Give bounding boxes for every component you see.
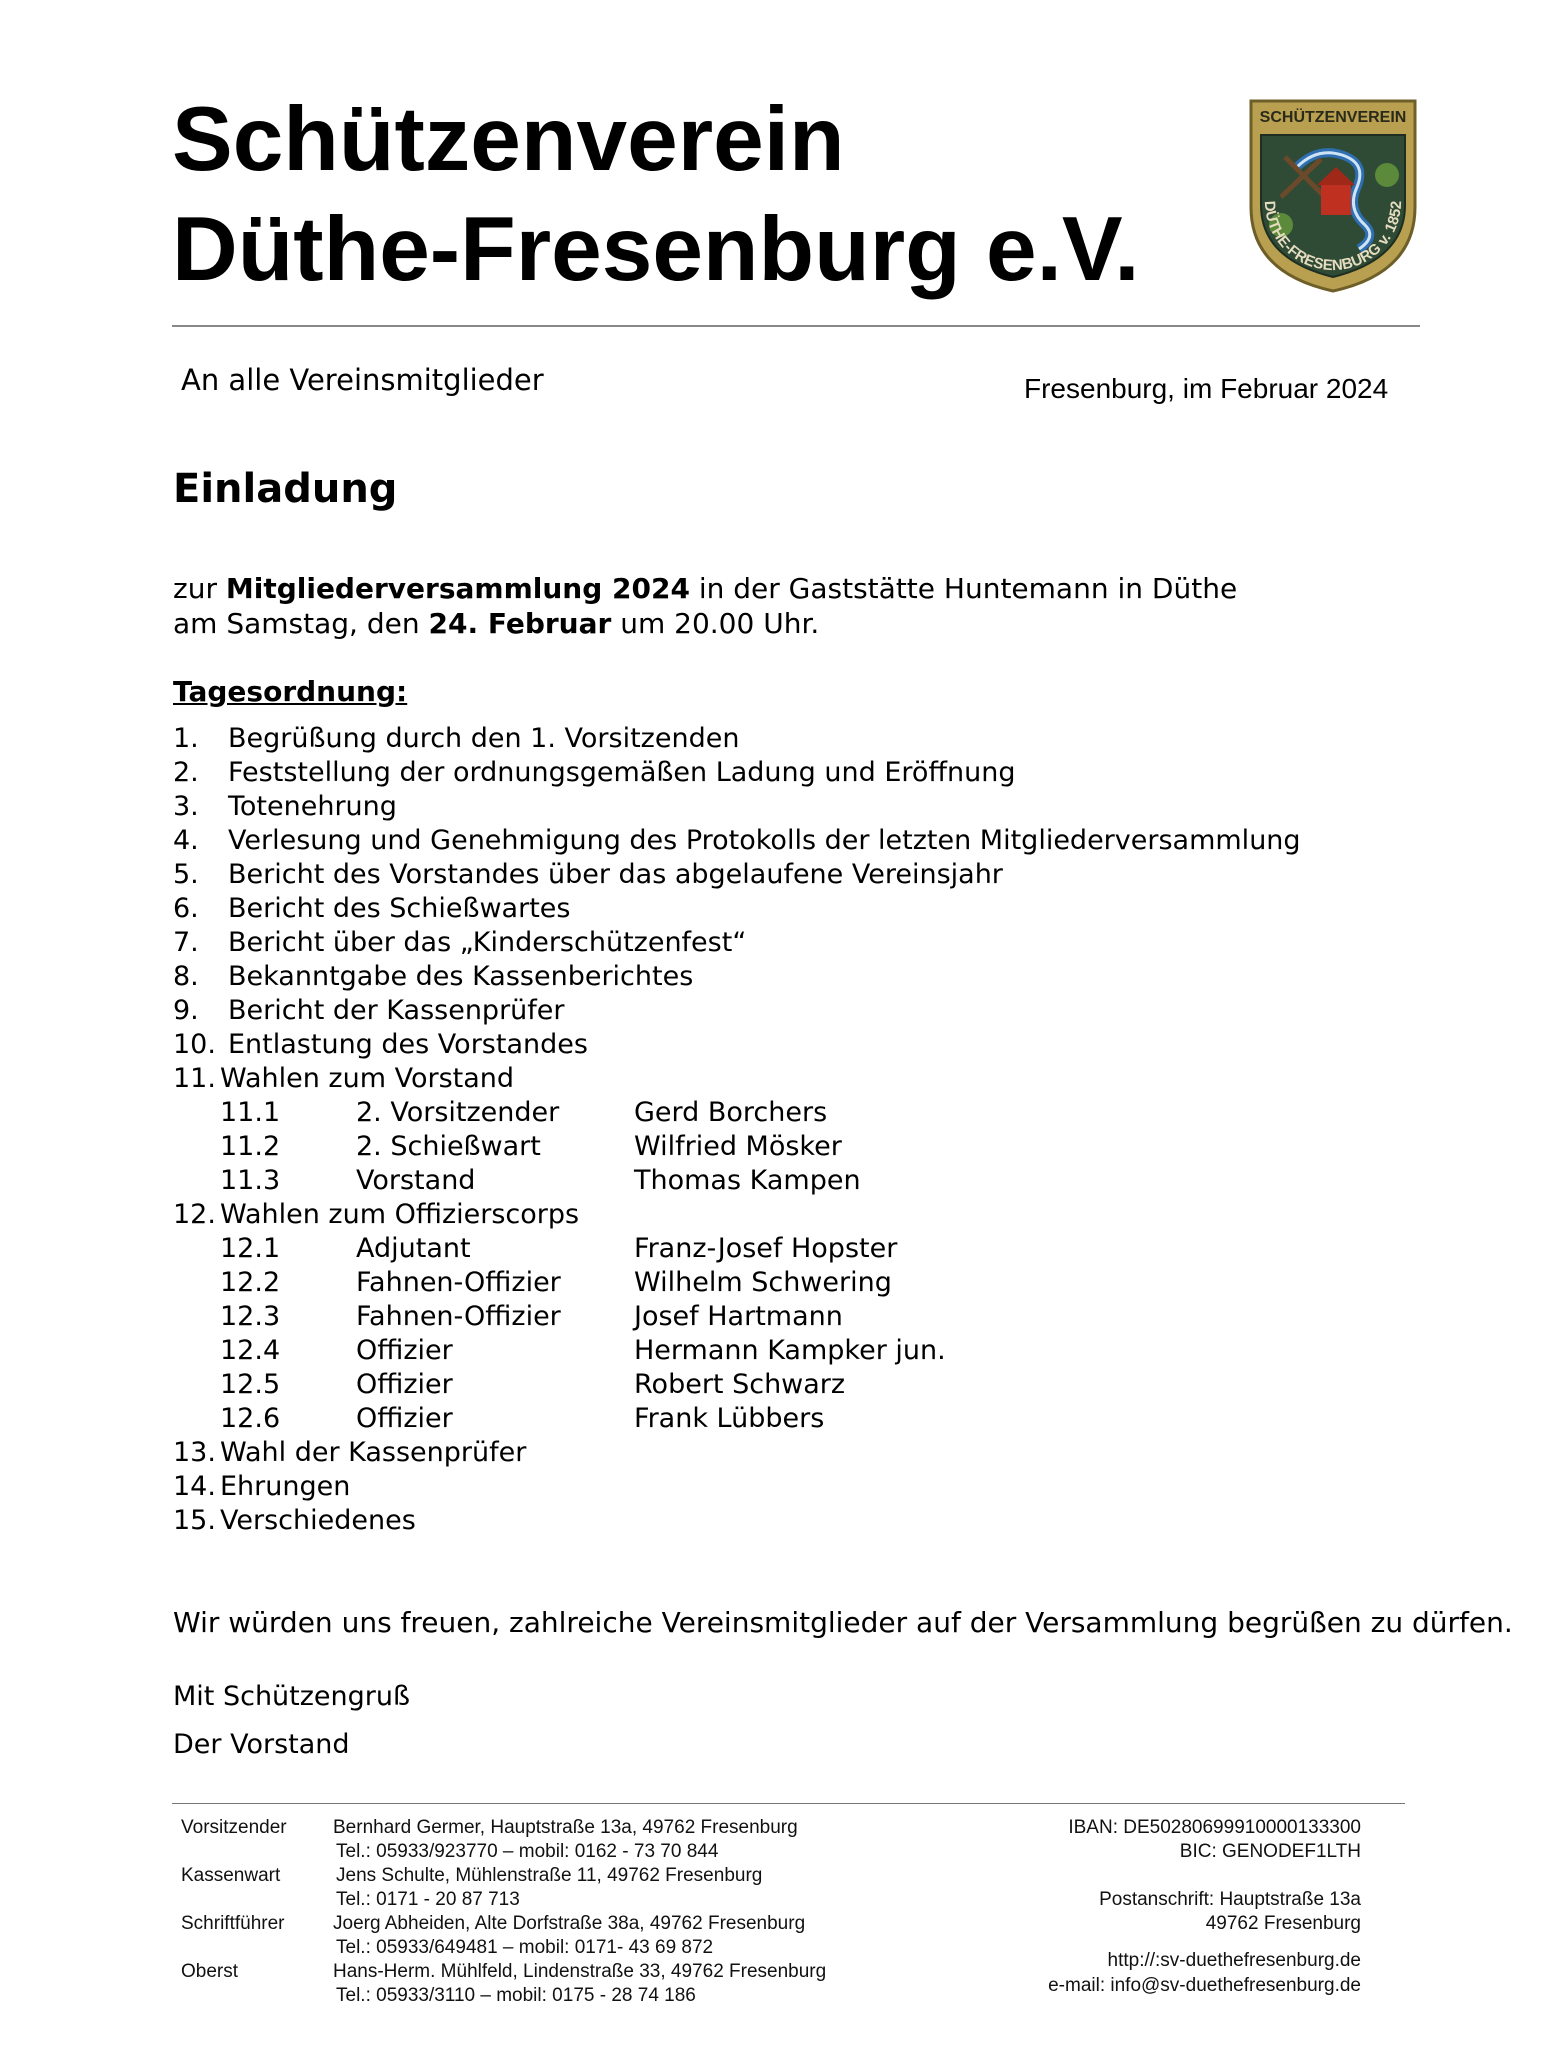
- election-number: 12.4: [220, 1335, 281, 1366]
- agenda-text: Totenehrung: [228, 791, 397, 822]
- logo-ring-text: DÜTHE-FRESENBURG v. 1852: [1260, 200, 1406, 275]
- election-role: 2. Schießwart: [356, 1131, 541, 1162]
- agenda-number: 9.: [173, 995, 199, 1026]
- election-number: 12.2: [220, 1267, 281, 1298]
- agenda-text: Bericht über das „Kinderschützenfest“: [228, 927, 747, 958]
- agenda-text: Bericht des Vorstandes über das abgelaufene Vereinsjahr: [228, 859, 1003, 890]
- contact-role: Oberst: [181, 1961, 239, 1982]
- election-number: 12.6: [220, 1403, 281, 1434]
- salutation: An alle Vereinsmitglieder: [181, 363, 544, 397]
- contact-role: Schriftführer: [181, 1913, 285, 1934]
- election-role: Fahnen-Offizier: [356, 1301, 561, 1332]
- agenda-number: 5.: [173, 859, 199, 890]
- agenda-text: Begrüßung durch den 1. Vorsitzenden: [228, 723, 740, 754]
- agenda-text: Feststellung der ordnungsgemäßen Ladung und Eröffnung: [228, 757, 1016, 788]
- contact-phone: Tel.: 05933/923770 – mobil: 0162 - 73 70 844: [336, 1841, 719, 1862]
- election-role: Adjutant: [356, 1233, 471, 1264]
- header-divider: [172, 325, 1420, 327]
- agenda-text: Entlastung des Vorstandes: [228, 1029, 588, 1060]
- contact-phone: Tel.: 0171 - 20 87 713: [336, 1889, 520, 1910]
- contact-address: Jens Schulte, Mühlenstraße 11, 49762 Fresenburg: [336, 1865, 763, 1886]
- document-heading: Einladung: [173, 466, 398, 512]
- election-role: Vorstand: [356, 1165, 476, 1196]
- agenda-number: 6.: [173, 893, 199, 924]
- election-number: 12.1: [220, 1233, 281, 1264]
- candidate-name: Robert Schwarz: [634, 1369, 846, 1400]
- candidate-name: Frank Lübbers: [634, 1403, 825, 1434]
- election-number: 12.3: [220, 1301, 281, 1332]
- agenda-number: 3.: [173, 791, 199, 822]
- contact-role: Vorsitzender: [181, 1817, 287, 1838]
- candidate-name: Josef Hartmann: [634, 1301, 843, 1332]
- contact-address: Joerg Abheiden, Alte Dorfstraße 38a, 49762 Fresenburg: [333, 1913, 806, 1934]
- club-name-line1: Schützenverein: [172, 89, 845, 190]
- agenda-number: 7.: [173, 927, 199, 958]
- signature: Der Vorstand: [173, 1729, 350, 1760]
- agenda-number: 4.: [173, 825, 199, 856]
- date-line: Fresenburg, im Februar 2024: [1024, 373, 1389, 404]
- agenda-number: 8.: [173, 961, 199, 992]
- agenda-text: Bekanntgabe des Kassenberichtes: [228, 961, 694, 992]
- agenda-number: 14.: [173, 1471, 216, 1502]
- bank-bic: BIC: GENODEF1LTH: [1179, 1841, 1361, 1862]
- greeting: Mit Schützengruß: [173, 1681, 411, 1712]
- election-role: Offizier: [356, 1403, 453, 1434]
- candidate-name: Wilfried Mösker: [634, 1131, 842, 1162]
- intro-bold: Mitgliederversammlung 2024: [225, 572, 690, 605]
- agenda-text: Bericht des Schießwartes: [228, 893, 571, 924]
- agenda-text: Wahlen zum Offizierscorps: [220, 1199, 580, 1230]
- intro-text: zur: [173, 572, 226, 605]
- intro-text: am Samstag, den: [173, 607, 429, 640]
- intro-bold: 24. Februar: [428, 607, 612, 640]
- agenda-number: 2.: [173, 757, 199, 788]
- candidate-name: Thomas Kampen: [634, 1165, 861, 1196]
- postal-address-line2: 49762 Fresenburg: [1205, 1913, 1361, 1934]
- agenda-heading: Tagesordnung:: [173, 675, 408, 708]
- agenda-number: 13.: [173, 1437, 216, 1468]
- election-number: 11.1: [220, 1097, 281, 1128]
- agenda-text: Wahl der Kassenprüfer: [220, 1437, 527, 1468]
- agenda-number: 10.: [173, 1029, 216, 1060]
- contact-phone: Tel.: 05933/649481 – mobil: 0171- 43 69 872: [336, 1937, 714, 1958]
- agenda-text: Ehrungen: [220, 1471, 351, 1502]
- agenda-text: Wahlen zum Vorstand: [220, 1063, 515, 1094]
- bank-iban: IBAN: DE50280699910000133300: [1068, 1817, 1361, 1838]
- contact-address: Hans-Herm. Mühlfeld, Lindenstraße 33, 49762 Fresenburg: [333, 1961, 827, 1982]
- agenda-text: Verschiedenes: [220, 1505, 416, 1536]
- website-link[interactable]: http://:sv-duethefresenburg.de: [1107, 1950, 1361, 1971]
- agenda-text: Bericht der Kassenprüfer: [228, 995, 565, 1026]
- closing-sentence: Wir würden uns freuen, zahlreiche Vereinsmitglieder auf der Versammlung begrüßen zu dürfen.: [173, 1606, 1513, 1639]
- agenda-number: 12.: [173, 1199, 216, 1230]
- candidate-name: Hermann Kampker jun.: [634, 1335, 946, 1366]
- agenda-number: 1.: [173, 723, 199, 754]
- club-name-line2: Düthe-Fresenburg e.V.: [172, 199, 1140, 300]
- contact-role: Kassenwart: [181, 1865, 281, 1886]
- election-role: 2. Vorsitzender: [356, 1097, 560, 1128]
- election-role: Offizier: [356, 1369, 453, 1400]
- email-link[interactable]: e-mail: info@sv-duethefresenburg.de: [1048, 1975, 1361, 1996]
- election-number: 12.5: [220, 1369, 281, 1400]
- candidate-name: Wilhelm Schwering: [634, 1267, 892, 1298]
- candidate-name: Franz-Josef Hopster: [634, 1233, 898, 1264]
- election-number: 11.2: [220, 1131, 281, 1162]
- contact-phone: Tel.: 05933/3110 – mobil: 0175 - 28 74 186: [336, 1985, 696, 2006]
- agenda-number: 15.: [173, 1505, 216, 1536]
- postal-address-line1: Postanschrift: Hauptstraße 13a: [1099, 1889, 1361, 1910]
- footer-divider: [172, 1803, 1405, 1804]
- candidate-name: Gerd Borchers: [634, 1097, 828, 1128]
- intro-line-1: [173, 572, 1237, 605]
- intro-text: um 20.00 Uhr.: [611, 607, 820, 640]
- agenda-number: 11.: [173, 1063, 216, 1094]
- contact-address: Bernhard Germer, Hauptstraße 13a, 49762 Fresenburg: [333, 1817, 798, 1838]
- intro-text: in der Gaststätte Huntemann in Düthe: [689, 572, 1238, 605]
- election-number: 11.3: [220, 1165, 281, 1196]
- election-role: Offizier: [356, 1335, 453, 1366]
- club-crest-logo: [1247, 97, 1419, 293]
- agenda-text: Verlesung und Genehmigung des Protokolls der letzten Mitgliederversammlung: [228, 825, 1301, 856]
- election-role: Fahnen-Offizier: [356, 1267, 561, 1298]
- logo-top-text: SCHÜTZENVEREIN: [1259, 109, 1407, 126]
- intro-line-2: [173, 607, 819, 640]
